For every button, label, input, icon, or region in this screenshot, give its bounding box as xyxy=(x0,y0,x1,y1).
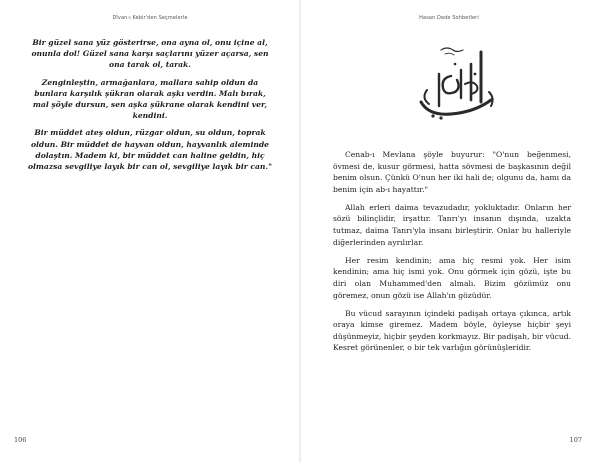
paragraph: Her resim kendinin; ama hiç resmi yok. Her isim kendinin; ama hiç ismi yok. Onu görmek için gözü, işte bu diri olan Muhammed'den almalı. Bizim gözümüz onu göremez, onun gözü ise Allah'ın gözüdür. xyxy=(333,255,571,300)
paragraph: Cenab-ı Mevlana şöyle buyurur: "O'nun beğenmesi, övmesi de, kusur görmesi, hatta sövmesi de başkasının değil benim olsun. Çünkü O'nun her iki hali de; olgunu da, hamı da benim için ab-ı hayattır." xyxy=(333,150,571,194)
left-running-head: Dîvan-ı Kebir'den Seçmelerle xyxy=(112,15,188,21)
arabic-calligraphy-emblem-icon xyxy=(411,44,503,126)
right-page-number: 107 xyxy=(569,436,582,444)
left-page xyxy=(0,0,299,463)
body-text xyxy=(333,149,571,361)
right-running-head: Hasan Dede Sohbetleri xyxy=(419,15,479,21)
left-page-number: 106 xyxy=(14,436,27,444)
poem-stanza: Bir güzel sana yüz gösterirse, ona ayna ol, onu içine al, onunla dol! Güzel sana karşı saçlarını yüzer açarsa, sen ona tarak ol, tarak. xyxy=(31,38,269,70)
paragraph: Allah erleri daima tevazudadır, yokluktadır. Onların her sözü bilinçlidir, irşattır. Tanrı'yı insanın dışında, uzakta tutmaz, daima Tanrı'yla insanı birleştirir. Onlar bu halleriyle diğerlerinden ayrılırlar. xyxy=(333,202,571,247)
right-page xyxy=(301,0,600,463)
poem-quote-block xyxy=(26,37,274,178)
poem-stanza: Zenginleştin, armağanlara, mallara sahip oldun da bunlara karşılık şükran olarak aşkı verdin. Malı bırak, mal şöyle dursun, sen aşka şükrane olarak kendini ver, kendini. xyxy=(32,77,268,121)
paragraph: Bu vücud sarayının içindeki padişah ortaya çıkınca, artık oraya kimse giremez. Madem böyle, öyleyse hiçbir şeyi düşünmeyiz, hiçbir şeyden korkmayız. Bir padişah, bir vücud. Kesret görünenler, o bir tek varlığın görünüşleridir. xyxy=(333,308,571,353)
poem-stanza: Bir müddet ateş oldun, rüzgar oldun, su oldun, toprak oldun. Bir müddet de hayvan oldun, hayvanlık aleminde dolaştın. Madem ki, bir müddet can haline geldin, hiç olmazsa sevgiliye layık bir can ol, sevgiliye layık bir can." xyxy=(27,128,273,172)
